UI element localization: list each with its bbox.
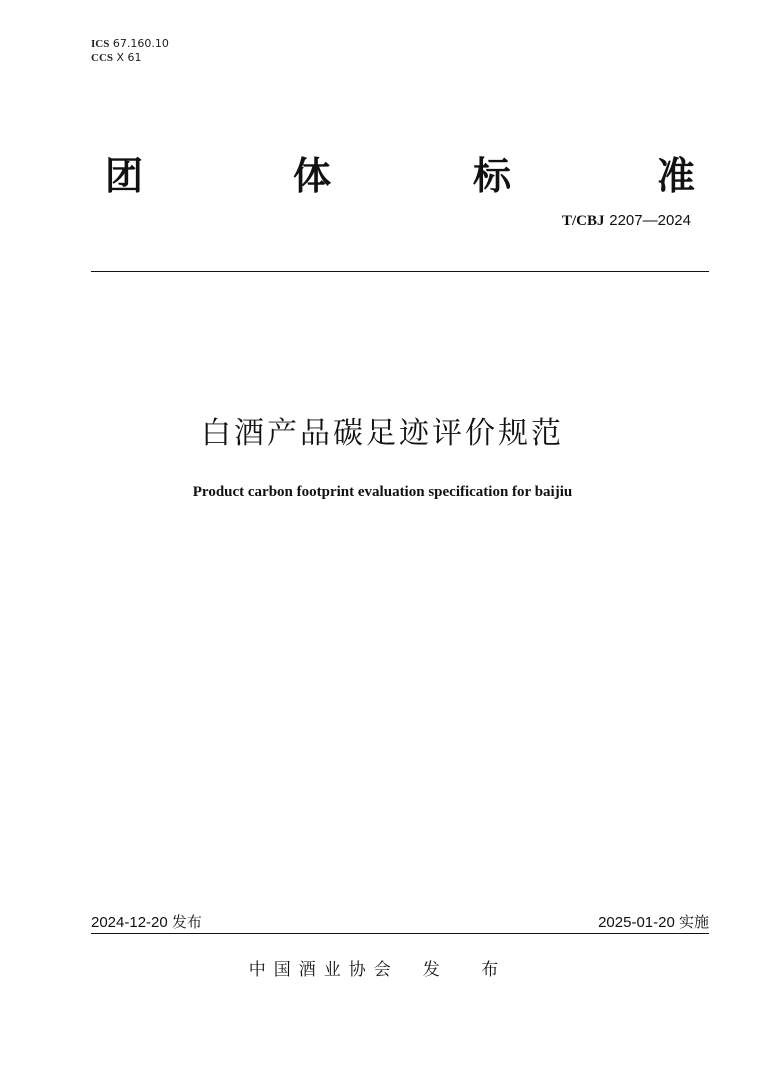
- ics-value: 67.160.10: [112, 37, 169, 50]
- issue-label: 发布: [171, 914, 202, 931]
- issue-date: 2024-12-20: [91, 914, 168, 931]
- document-title-en: Product carbon footprint evaluation specification for baijiu: [192, 484, 573, 500]
- footer-divider: [91, 933, 709, 934]
- standard-prefix: T/CBJ: [561, 213, 605, 229]
- header-divider: [91, 271, 709, 272]
- standard-code: 2207—2024: [609, 212, 691, 229]
- publisher-name: 中国酒业协会: [248, 960, 399, 980]
- publish-action: 发 布: [422, 960, 517, 980]
- effective-date-line: [598, 911, 709, 932]
- title-char: 准: [657, 154, 696, 198]
- classification-codes: [91, 37, 169, 65]
- ics-label: ICS: [91, 38, 110, 50]
- standard-number: [562, 211, 691, 230]
- issue-date-line: [91, 911, 202, 932]
- ics-code: [91, 37, 169, 51]
- ccs-code: [91, 51, 169, 65]
- effective-date: 2025-01-20: [598, 914, 675, 931]
- effective-label: 实施: [678, 914, 709, 931]
- title-char: 体: [293, 154, 332, 198]
- ccs-value: X 61: [116, 51, 142, 64]
- document-type-title: [91, 148, 709, 204]
- title-char: 团: [105, 154, 144, 198]
- publisher-line: [0, 955, 765, 980]
- document-title-cn: 白酒产品碳足迹评价规范: [201, 416, 564, 451]
- ccs-label: CCS: [91, 52, 114, 64]
- title-char: 标: [473, 154, 512, 198]
